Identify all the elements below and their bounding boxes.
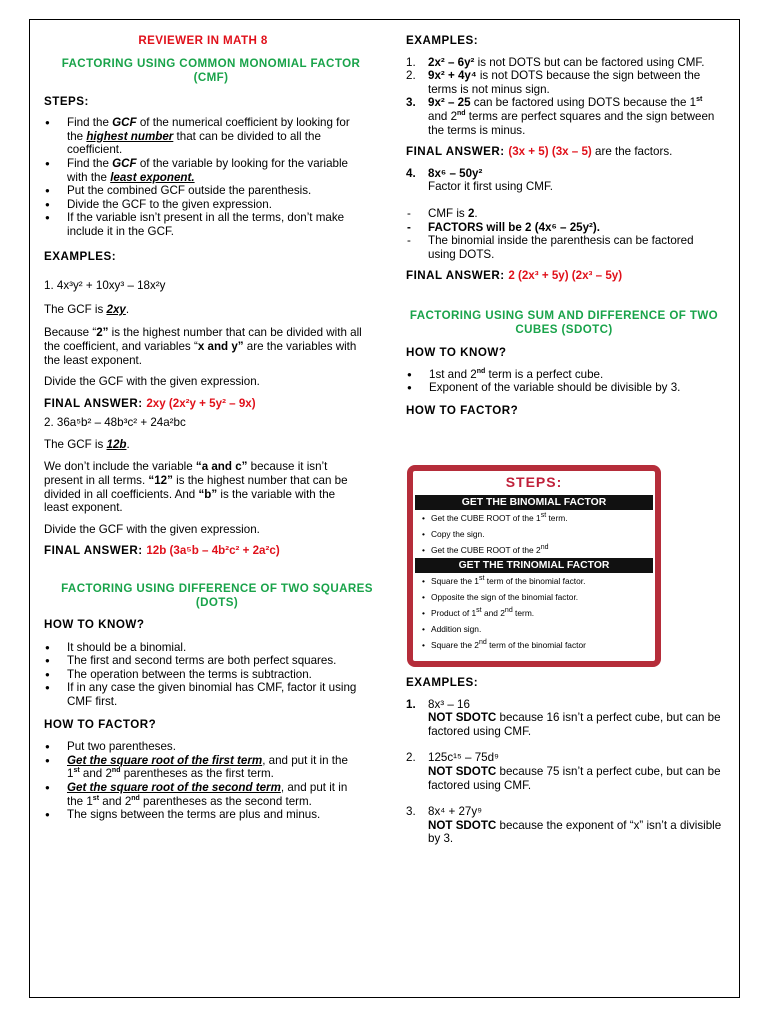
explanation: Because “2” is the highest number that can be divided with all the coefficient, and variables “x and y” are the variables with the least exponent. (44, 326, 362, 367)
right-column (406, 34, 722, 417)
list-item: • Copy the sign. (413, 526, 655, 542)
sdotc-know-list (406, 368, 722, 395)
list-item: ● It should be a binomial. (44, 641, 362, 655)
list-item: ● Get the square root of the second term, and put it in the 1st and 2nd parentheses as the second term. (44, 781, 362, 808)
gcf-statement: The GCF is 2xy. (44, 302, 130, 316)
how-to-know-label: HOW TO KNOW? (406, 345, 507, 359)
list-item: ● Put the combined GCF outside the parenthesis. (44, 184, 362, 198)
card-title: STEPS: (505, 474, 563, 490)
list-item: • Get the CUBE ROOT of the 2nd (413, 542, 655, 558)
divide-instruction: Divide the GCF with the given expression. (44, 522, 260, 536)
list-item: ● Put two parentheses. (44, 740, 362, 754)
list-item: ● Exponent of the variable should be divisible by 3. (406, 381, 722, 395)
example-problem: 1. 4x³y² + 10xy³ – 18x²y (44, 279, 166, 293)
examples-label: EXAMPLES: (406, 676, 479, 689)
binomial-steps-list (413, 510, 655, 558)
dots-example-4 (406, 167, 722, 194)
cmf-steps-list (44, 116, 362, 238)
gcf-statement: The GCF is 12b. (44, 437, 130, 451)
list-item: ● Find the GCF of the variable by looking for the variable with the least exponent. (44, 157, 362, 184)
cmf-heading: FACTORING USING COMMON MONOMIAL FACTOR (CMF) (61, 56, 361, 84)
left-column (44, 34, 373, 822)
dots-examples-list (406, 56, 722, 138)
final-answer: FINAL ANSWER: (3x + 5) (3x – 5) are the factors. (406, 145, 673, 159)
dots-know-list (44, 641, 362, 709)
list-item: • Opposite the sign of the binomial factor. (413, 589, 655, 605)
list-item: 4. 8x⁶ – 50y² Factor it first using CMF. (406, 166, 553, 194)
dots-heading: FACTORING USING DIFFERENCE OF TWO SQUARES (DOTS) (61, 582, 373, 610)
steps-label: STEPS: (44, 94, 89, 108)
list-item: 1. 8x³ – 16 NOT SDOTC because 16 isn’t a perfect cube, but can be factored using CMF. (406, 697, 721, 738)
list-item: ● Get the square root of the first term, and put it in the 1st and 2nd parentheses as the first term. (44, 754, 362, 781)
sdotc-steps-card (407, 465, 661, 667)
sdotc-examples (406, 676, 722, 846)
list-item: 2. 9x² + 4y⁴ is not DOTS because the sign between the terms is not minus sign. (406, 69, 701, 96)
example-problem: 2. 36a⁵b² – 48b³c² + 24a²bc (44, 416, 186, 430)
list-item: ● The signs between the terms are plus and minus. (44, 808, 362, 822)
dots-factor-list (44, 740, 362, 822)
list-item: ● The operation between the terms is subtraction. (44, 668, 362, 682)
divide-instruction: Divide the GCF with the given expression. (44, 375, 260, 389)
final-answer: FINAL ANSWER: 2 (2x³ + 5y) (2x³ – 5y) (406, 269, 623, 283)
list-item: • Square the 2nd term of the binomial factor (413, 637, 655, 653)
cmf-dash-list (406, 207, 722, 261)
explanation: We don’t include the variable “a and c” because it isn’t present in all terms. “12” is the highest number that can be divided in all coefficients. And “b” is the variable with the least exponent. (44, 460, 348, 515)
binomial-factor-bar: GET THE BINOMIAL FACTOR (415, 495, 653, 510)
how-to-factor-label: HOW TO FACTOR? (406, 403, 519, 417)
list-item: ● 1st and 2nd term is a perfect cube. (406, 368, 722, 382)
list-item: • Addition sign. (413, 621, 655, 637)
how-to-factor-label: HOW TO FACTOR? (44, 717, 157, 731)
document-title: REVIEWER IN MATH 8 (138, 34, 268, 47)
list-item: • Product of 1st and 2nd term. (413, 605, 655, 621)
list-item: • Square the 1st term of the binomial factor. (413, 573, 655, 589)
trinomial-steps-list (413, 573, 655, 653)
examples-label: EXAMPLES: (44, 249, 117, 263)
examples-label: EXAMPLES: (406, 34, 479, 47)
trinomial-factor-bar: GET THE TRINOMIAL FACTOR (415, 558, 653, 573)
final-answer: FINAL ANSWER: 2xy (2x²y + 5y² – 9x) (44, 396, 256, 410)
list-item: 1. 2x² – 6y² is not DOTS but can be factored using CMF. (406, 55, 705, 69)
list-item: ● Find the GCF of the numerical coefficient by looking for the highest number that can be divided to all the coefficient. (44, 116, 362, 157)
list-item: 3. 9x² – 25 can be factored using DOTS because the 1st and 2nd terms are perfect squares and the sign between the terms is minus. (406, 96, 715, 137)
list-item: ● Divide the GCF to the given expression. (44, 198, 362, 212)
list-item: - CMF is 2. (407, 206, 478, 220)
list-item: 2. 125c¹⁵ – 75d⁹ NOT SDOTC because 75 isn’t a perfect cube, but can be factored using CMF. (406, 751, 721, 792)
list-item: 3. 8x⁴ + 27y⁹ NOT SDOTC because the exponent of “x” isn’t a divisible by 3. (406, 805, 722, 846)
how-to-know-label: HOW TO KNOW? (44, 618, 145, 632)
list-item: • Get the CUBE ROOT of the 1st term. (413, 510, 655, 526)
list-item: - The binomial inside the parenthesis can be factored using DOTS. (407, 234, 694, 261)
list-item: ● If the variable isn’t present in all the terms, don’t make include it in the GCF. (44, 211, 362, 238)
sdotc-examples-list (406, 698, 722, 846)
list-item: ● The first and second terms are both perfect squares. (44, 654, 362, 668)
sdotc-heading: FACTORING USING SUM AND DIFFERENCE OF TWO CUBES (SDOTC) (409, 308, 719, 336)
list-item: ● If in any case the given binomial has CMF, factor it using CMF first. (44, 681, 362, 708)
list-item: - FACTORS will be 2 (4x⁶ – 25y²). (407, 220, 600, 234)
final-answer: FINAL ANSWER: 12b (3a⁵b – 4b²c² + 2a²c) (44, 544, 280, 558)
